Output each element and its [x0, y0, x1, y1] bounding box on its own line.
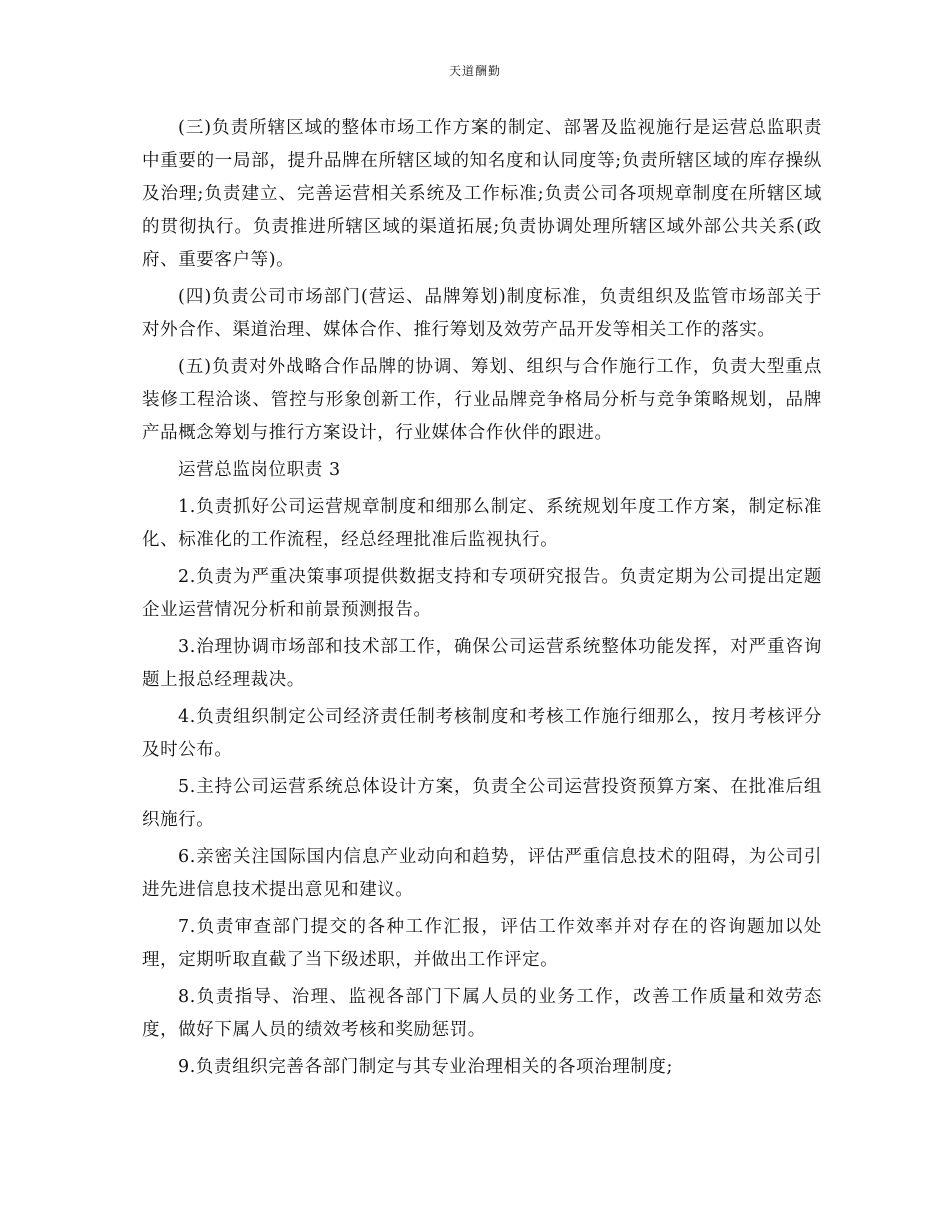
section-heading: 运营总监岗位职责 3: [178, 460, 341, 480]
list-item-2: 2.负责为严重决策事项提供数据支持和专项研究报告。负责定期为公司提出定题企业运营情况分析和前景预测报告。: [142, 567, 822, 620]
list-item-6: 6.亲密关注国际国内信息产业动向和趋势，评估严重信息技术的阻碍，为公司引进先进信息技术提出意见和建议。: [142, 847, 822, 900]
document-body: [142, 112, 822, 1088]
list-item-4: 4.负责组织制定公司经济责任制考核制度和考核工作施行细那么，按月考核评分及时公布。: [142, 707, 822, 760]
paragraph-section-3: (三)负责所辖区域的整体市场工作方案的制定、部署及监视施行是运营总监职责中重要的一局部，提升品牌在所辖区域的知名度和认同度等;负责所辖区域的库存操纵及治理;负责建立、完善运营相关系统及工作标准;负责公司各项规章制度在所辖区域的贯彻执行。负责推进所辖区域的渠道拓展;负责协调处理所辖区域外部公共关系(政府、重要客户等)。: [142, 118, 822, 270]
list-item-9: 9.负责组织完善各部门制定与其专业治理相关的各项治理制度;: [178, 1057, 673, 1077]
list-item-5: 5.主持公司运营系统总体设计方案，负责全公司运营投资预算方案、在批准后组织施行。: [142, 777, 822, 830]
list-item-1: 1.负责抓好公司运营规章制度和细那么制定、系统规划年度工作方案，制定标准化、标准化的工作流程，经总经理批准后监视执行。: [142, 497, 822, 550]
list-item-7: 7.负责审查部门提交的各种工作汇报，评估工作效率并对存在的咨询题加以处理，定期听取直截了当下级述职，并做出工作评定。: [142, 917, 822, 970]
page-header: 天道酬勤: [448, 64, 501, 78]
list-item-3: 3.治理协调市场部和技术部工作，确保公司运营系统整体功能发挥，对严重咨询题上报总经理裁决。: [142, 637, 822, 690]
paragraph-section-4: (四)负责公司市场部门(营运、品牌筹划)制度标准，负责组织及监管市场部关于对外合作、渠道治理、媒体合作、推行筹划及效劳产品开发等相关工作的落实。: [142, 287, 822, 340]
paragraph-section-5: (五)负责对外战略合作品牌的协调、筹划、组织与合作施行工作，负责大型重点装修工程洽谈、管控与形象创新工作，行业品牌竞争格局分析与竞争策略规划，品牌产品概念筹划与推行方案设计，行业媒体合作伙伴的跟进。: [142, 357, 822, 443]
list-item-8: 8.负责指导、治理、监视各部门下属人员的业务工作，改善工作质量和效劳态度，做好下属人员的绩效考核和奖励惩罚。: [142, 987, 822, 1040]
